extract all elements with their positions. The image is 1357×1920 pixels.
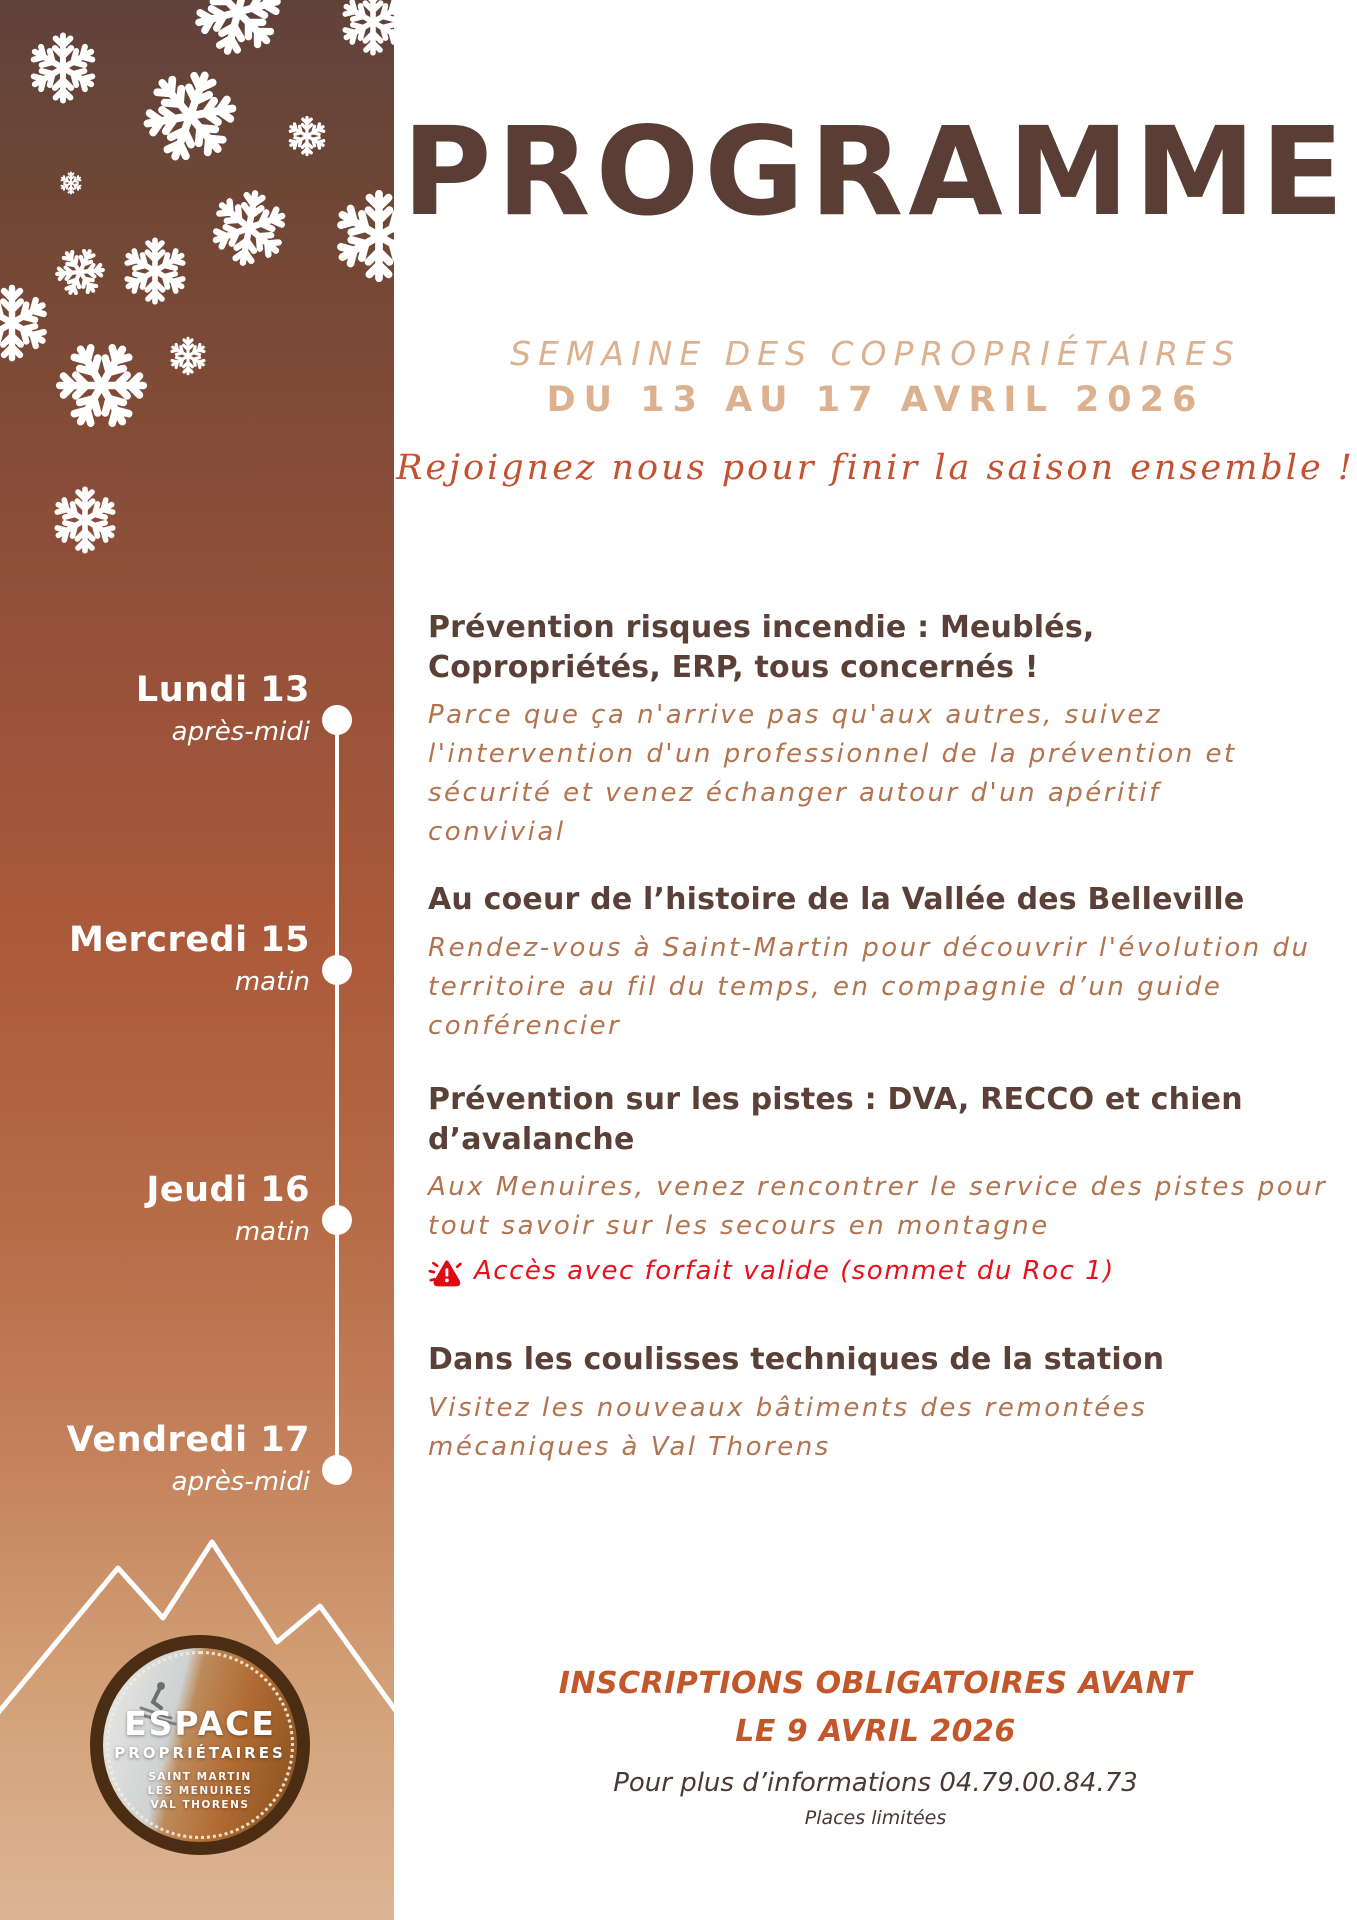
timeline-day: Jeudi 16	[146, 1170, 310, 1210]
snowflake-icon	[26, 31, 100, 105]
event-warning-text: Accès avec forfait valide (sommet du Roc 1)	[474, 1256, 1115, 1287]
event-warning	[428, 1254, 1357, 1290]
snowflake-icon	[50, 485, 120, 555]
timeline-dot	[322, 1205, 352, 1235]
timeline-dot	[322, 1455, 352, 1485]
timeline-line	[335, 720, 339, 1470]
limited-places-note: Places limitées	[804, 1807, 947, 1829]
poster-tagline: Rejoignez nous pour finir la saison ensemble !	[396, 448, 1355, 488]
timeline-dot	[322, 955, 352, 985]
timeline-day: Lundi 13	[135, 670, 310, 710]
espace-proprietaires-logo	[90, 1635, 310, 1855]
event-title: Au coeur de l’histoire de la Vallée des Belleville	[428, 882, 1245, 917]
timeline-entry-monday	[0, 668, 310, 749]
snowflake-icon	[59, 171, 83, 195]
poster-title: PROGRAMME	[402, 101, 1349, 243]
snowflake-icon	[182, 0, 295, 68]
logo-resort-1: SAINT MARTIN	[148, 1771, 252, 1783]
event-description: Parce que ça n'arrive pas qu'aux autres, suivez l'intervention d'un professionnel de la prévention et sécurité et venez échanger autour d'un apéritif convivial	[428, 700, 1237, 848]
logo-resort-3: VAL THORENS	[150, 1799, 250, 1811]
event-block-valley-history	[428, 880, 1318, 1046]
timeline-dot	[322, 705, 352, 735]
event-title: Prévention risques incendie : Meublés, Copropriétés, ERP, tous concernés !	[428, 610, 1095, 685]
timeline-period: matin	[234, 967, 310, 997]
timeline-period: matin	[234, 1217, 310, 1247]
snowflake-icon	[286, 115, 328, 157]
event-title: Dans les coulisses techniques de la station	[428, 1342, 1165, 1377]
registration-heading-line2: LE 9 AVRIL 2026	[735, 1714, 1016, 1749]
snowflake-icon	[331, 188, 394, 284]
contact-info: Pour plus d’informations 04.79.00.84.73	[613, 1768, 1138, 1798]
logo-subtitle: PROPRIÉTAIRES	[114, 1744, 286, 1762]
timeline-entry-wednesday	[0, 918, 310, 999]
timeline-period: après-midi	[171, 717, 310, 747]
warning-icon	[428, 1256, 464, 1290]
snowflake-icon	[203, 182, 296, 275]
snowflake-icon	[168, 336, 208, 376]
timeline-day: Mercredi 15	[68, 920, 310, 960]
poster-date-range: DU 13 AU 17 AVRIL 2026	[546, 380, 1205, 420]
event-description: Visitez les nouveaux bâtiments des remontées mécaniques à Val Thorens	[428, 1392, 1148, 1462]
sidebar-gradient-panel	[0, 0, 394, 1920]
registration-footer	[394, 1660, 1357, 1829]
logo-resort-2: LES MENUIRES	[147, 1785, 253, 1797]
poster-subtitle: SEMAINE DES COPROPRIÉTAIRES	[510, 334, 1241, 373]
snowflake-icon	[45, 237, 114, 306]
snowflake-icon	[37, 321, 167, 451]
event-description: Rendez-vous à Saint-Martin pour découvrir l'évolution du territoire au fil du temps, en compagnie d’un guide conférencier	[428, 932, 1311, 1041]
event-block-fire-prevention	[428, 608, 1298, 852]
event-title: Prévention sur les pistes : DVA, RECCO et chien d’avalanche	[428, 1082, 1243, 1157]
snowflake-icon	[0, 283, 52, 363]
timeline-entry-friday	[0, 1418, 310, 1499]
event-block-slope-prevention	[428, 1080, 1357, 1290]
timeline-day: Vendredi 17	[66, 1420, 310, 1460]
timeline-period: après-midi	[171, 1467, 310, 1497]
logo-title: ESPACE	[124, 1704, 276, 1743]
snowflake-icon	[338, 0, 394, 57]
registration-heading-line1: INSCRIPTIONS OBLIGATOIRES AVANT	[558, 1666, 1193, 1701]
snowflake-icon	[120, 236, 190, 306]
snowflake-icon	[127, 53, 253, 179]
event-block-station-backstage	[428, 1340, 1333, 1467]
timeline-entry-thursday	[0, 1168, 310, 1249]
event-description: Aux Menuires, venez rencontrer le service des pistes pour tout savoir sur les secours en montagne	[428, 1172, 1328, 1242]
